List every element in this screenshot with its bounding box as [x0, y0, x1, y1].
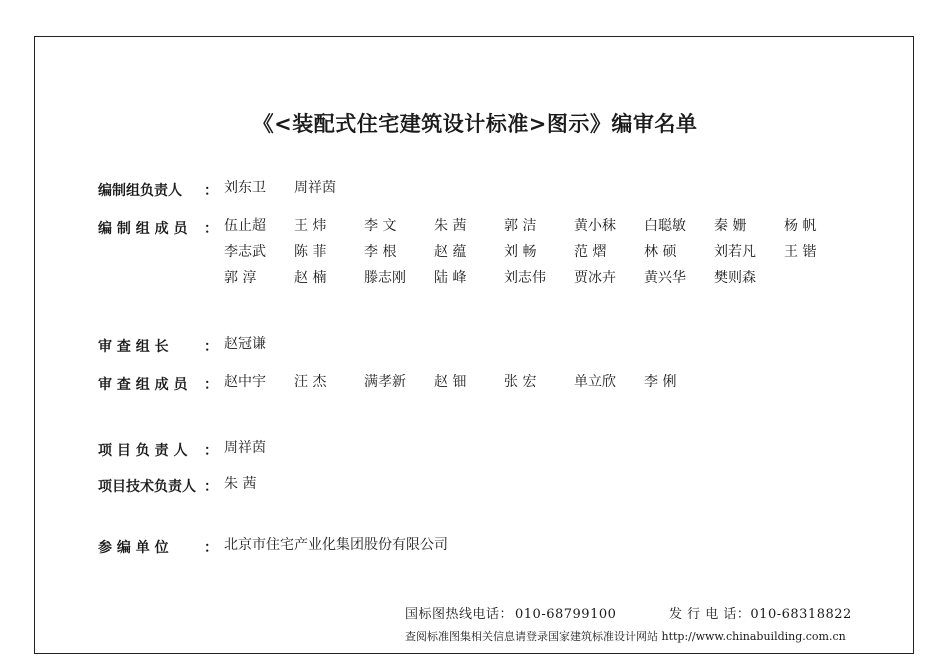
person-name: 赵 钿 [434, 374, 467, 390]
row-unit [98, 537, 448, 557]
person-name: 郭 淳 [224, 270, 257, 286]
row-project-lead [98, 440, 294, 460]
label-unit: 参 编 单 位 ： [98, 540, 218, 556]
names-lead [224, 180, 364, 196]
person-name: 秦 姗 [714, 218, 747, 234]
person-name: 黄兴华 [644, 270, 686, 286]
person-name: 赵中宇 [224, 374, 266, 390]
label-lead: 编制组负责人 ： [98, 183, 218, 199]
unit-name: 北京市住宅产业化集团股份有限公司 [224, 537, 448, 553]
person-name: 白聪敏 [644, 218, 686, 234]
row-members [98, 218, 854, 286]
row-review-lead [98, 336, 294, 356]
person-name: 赵冠谦 [224, 336, 266, 352]
person-name: 单立欣 [574, 374, 616, 390]
person-name: 赵 蕴 [434, 244, 467, 260]
person-name: 杨 帆 [784, 218, 817, 234]
label-tech-lead: 项目技术负责人 ： [98, 479, 218, 495]
names-line [224, 270, 854, 286]
person-name: 樊则森 [714, 270, 756, 286]
names-line [224, 244, 854, 260]
footer-website: 查阅标准图集相关信息请登录国家建筑标准设计网站 http://www.chinabuilding.com.cn [405, 630, 846, 643]
person-name: 黄小秣 [574, 218, 616, 234]
page-title: 《<装配式住宅建筑设计标准>图示》编审名单 [252, 112, 698, 136]
label-project-lead: 项 目 负 责 人 ： [98, 443, 218, 459]
fax-label: 发 行 电 话： [669, 607, 751, 622]
hotline-value: 010-68799100 [515, 607, 617, 622]
names-review-members [224, 374, 714, 390]
person-name: 朱 茜 [224, 476, 257, 492]
person-name: 周祥茵 [294, 180, 336, 196]
person-name: 范 熠 [574, 244, 607, 260]
label-members: 编 制 组 成 员 ： [98, 221, 218, 237]
person-name: 王 炜 [294, 218, 327, 234]
person-name: 伍止超 [224, 218, 266, 234]
person-name: 郭 洁 [504, 218, 537, 234]
person-name: 刘 畅 [504, 244, 537, 260]
fax-value: 010-68318822 [750, 607, 852, 622]
person-name: 陆 峰 [434, 270, 467, 286]
person-name: 陈 菲 [294, 244, 327, 260]
row-review-members [98, 374, 714, 394]
person-name: 刘东卫 [224, 180, 266, 196]
unit-value-line [224, 537, 448, 553]
person-name: 刘若凡 [714, 244, 756, 260]
row-tech-lead [98, 476, 294, 496]
person-name: 滕志刚 [364, 270, 406, 286]
person-name: 贾冰卉 [574, 270, 616, 286]
row-lead [98, 180, 364, 200]
person-name: 张 宏 [504, 374, 537, 390]
person-name: 李 根 [364, 244, 397, 260]
label-review-lead: 审 查 组 长 ： [98, 339, 218, 355]
person-name: 周祥茵 [224, 440, 266, 456]
names-members [224, 218, 854, 286]
person-name: 李 文 [364, 218, 397, 234]
person-name: 刘志伟 [504, 270, 546, 286]
person-name: 李 俐 [644, 374, 677, 390]
hotline-label: 国标图热线电话： [405, 607, 514, 622]
names-review-lead [224, 336, 294, 352]
names-project-lead [224, 440, 294, 456]
names-tech-lead [224, 476, 294, 492]
person-name: 赵 楠 [294, 270, 327, 286]
label-review-members: 审 查 组 成 员 ： [98, 377, 218, 393]
names-line [224, 218, 854, 234]
person-name: 满孝新 [364, 374, 406, 390]
fax-line [669, 603, 852, 622]
person-name: 林 硕 [644, 244, 677, 260]
person-name: 李志武 [224, 244, 266, 260]
person-name: 朱 茜 [434, 218, 467, 234]
footer-phones [405, 603, 852, 622]
person-name: 王 锴 [784, 244, 817, 260]
person-name: 汪 杰 [294, 374, 327, 390]
